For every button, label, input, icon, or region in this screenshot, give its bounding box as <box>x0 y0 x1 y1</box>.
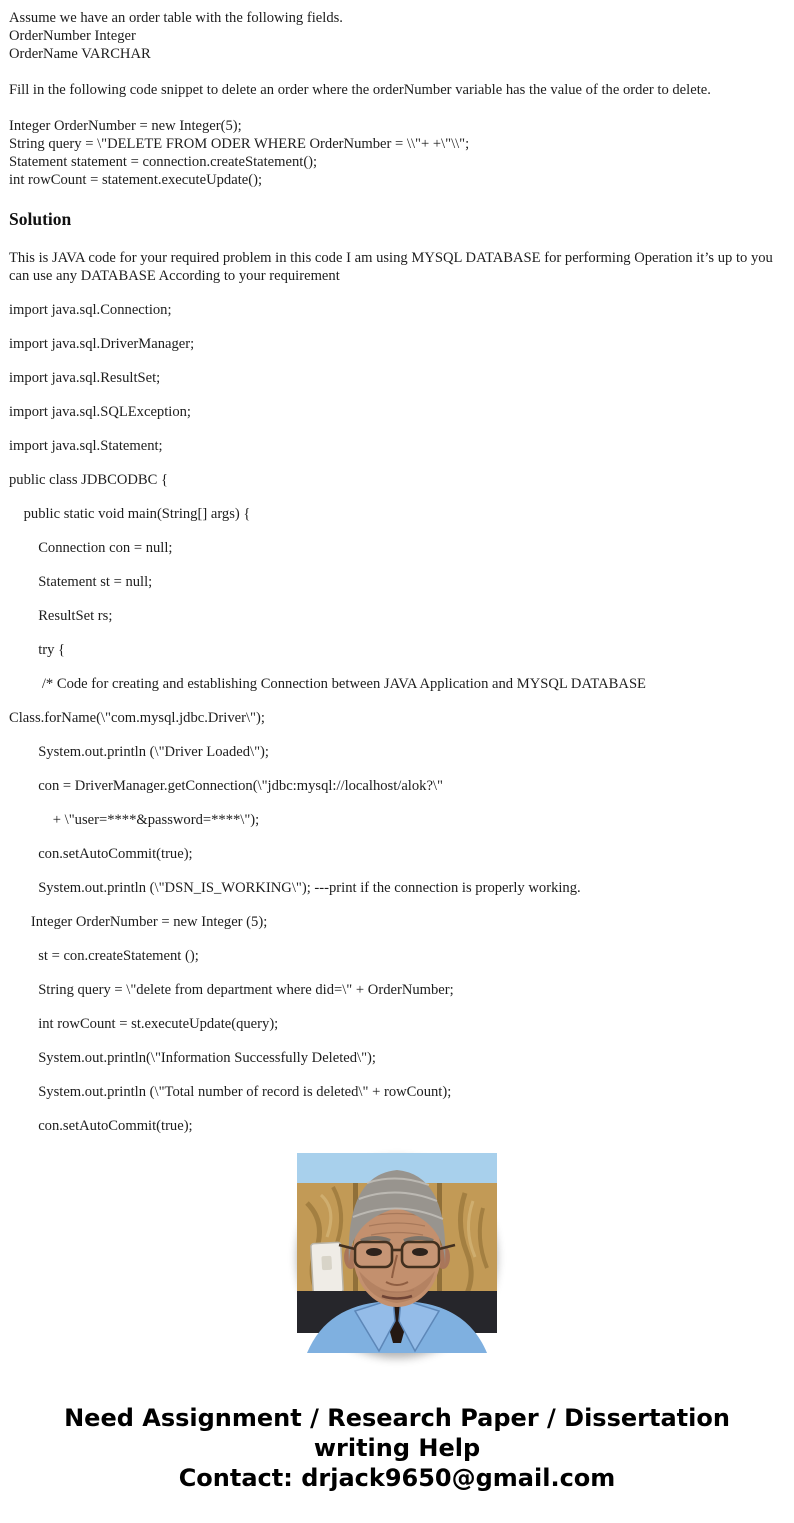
code-line: String query = \"delete from department where did=\" + OrderNumber; <box>9 982 454 998</box>
code-line: Class.forName(\"com.mysql.jdbc.Driver\"); <box>9 710 265 726</box>
code-line: try { <box>9 642 66 658</box>
switch-plate <box>311 1242 344 1294</box>
code-line: System.out.println (\"Total number of record is deleted\" + rowCount); <box>9 1084 452 1100</box>
problem-line: Integer OrderNumber = new Integer(5); <box>9 118 242 134</box>
footer-banner <box>0 1403 794 1493</box>
problem-line: OrderNumber Integer <box>9 28 136 44</box>
code-line: ResultSet rs; <box>9 608 113 624</box>
code-line: import java.sql.SQLException; <box>9 404 191 420</box>
code-line: con.setAutoCommit(true); <box>9 1118 193 1134</box>
problem-line: OrderName VARCHAR <box>9 46 151 62</box>
code-line: import java.sql.Statement; <box>9 438 163 454</box>
code-line: System.out.println (\"Driver Loaded\"); <box>9 744 269 760</box>
code-line: Integer OrderNumber = new Integer (5); <box>9 914 268 930</box>
code-line: con.setAutoCommit(true); <box>9 846 193 862</box>
portrait-illustration <box>297 1153 497 1353</box>
solution-intro: This is JAVA code for your required problem in this code I am using MYSQL DATABASE for performing Operation it’s up to you can use any DATABASE According to your requirement <box>9 250 773 284</box>
problem-line: int rowCount = statement.executeUpdate(); <box>9 172 263 188</box>
code-line: st = con.createStatement (); <box>9 948 199 964</box>
code-line: /* Code for creating and establishing Connection between JAVA Application and MYSQL DATABASE <box>9 676 646 692</box>
code-line: System.out.println(\"Information Successfully Deleted\"); <box>9 1050 376 1066</box>
code-line: import java.sql.Connection; <box>9 302 172 318</box>
code-line: Statement st = null; <box>9 574 153 590</box>
problem-line: String query = \"DELETE FROM ODER WHERE OrderNumber = \\"+ +\"\\"; <box>9 136 470 152</box>
problem-line: Statement statement = connection.createStatement(); <box>9 154 318 170</box>
code-line: + \"user=****&password=****\"); <box>9 812 260 828</box>
code-line: public class JDBCODBC { <box>9 472 169 488</box>
problem-statement <box>9 9 784 189</box>
solution-heading: Solution <box>9 209 72 229</box>
solution-code <box>9 301 784 1135</box>
portrait-photo <box>297 1153 497 1353</box>
footer-contact: Contact: drjack9650@gmail.com <box>178 1464 616 1492</box>
footer-headline: Need Assignment / Research Paper / Dissertation writing Help <box>64 1404 730 1462</box>
problem-line: Fill in the following code snippet to delete an order where the orderNumber variable has the value of the order to delete. <box>9 82 711 98</box>
problem-line <box>9 63 784 81</box>
code-line: int rowCount = st.executeUpdate(query); <box>9 1016 279 1032</box>
problem-line: Assume we have an order table with the following fields. <box>9 10 343 26</box>
code-line: import java.sql.DriverManager; <box>9 336 195 352</box>
code-line: System.out.println (\"DSN_IS_WORKING\"); ---print if the connection is properly working. <box>9 880 581 896</box>
code-line: import java.sql.ResultSet; <box>9 370 161 386</box>
code-line: Connection con = null; <box>9 540 173 556</box>
code-line: con = DriverManager.getConnection(\"jdbc:mysql://localhost/alok?\" <box>9 778 443 794</box>
problem-line <box>9 99 784 117</box>
code-line: public static void main(String[] args) { <box>9 506 251 522</box>
